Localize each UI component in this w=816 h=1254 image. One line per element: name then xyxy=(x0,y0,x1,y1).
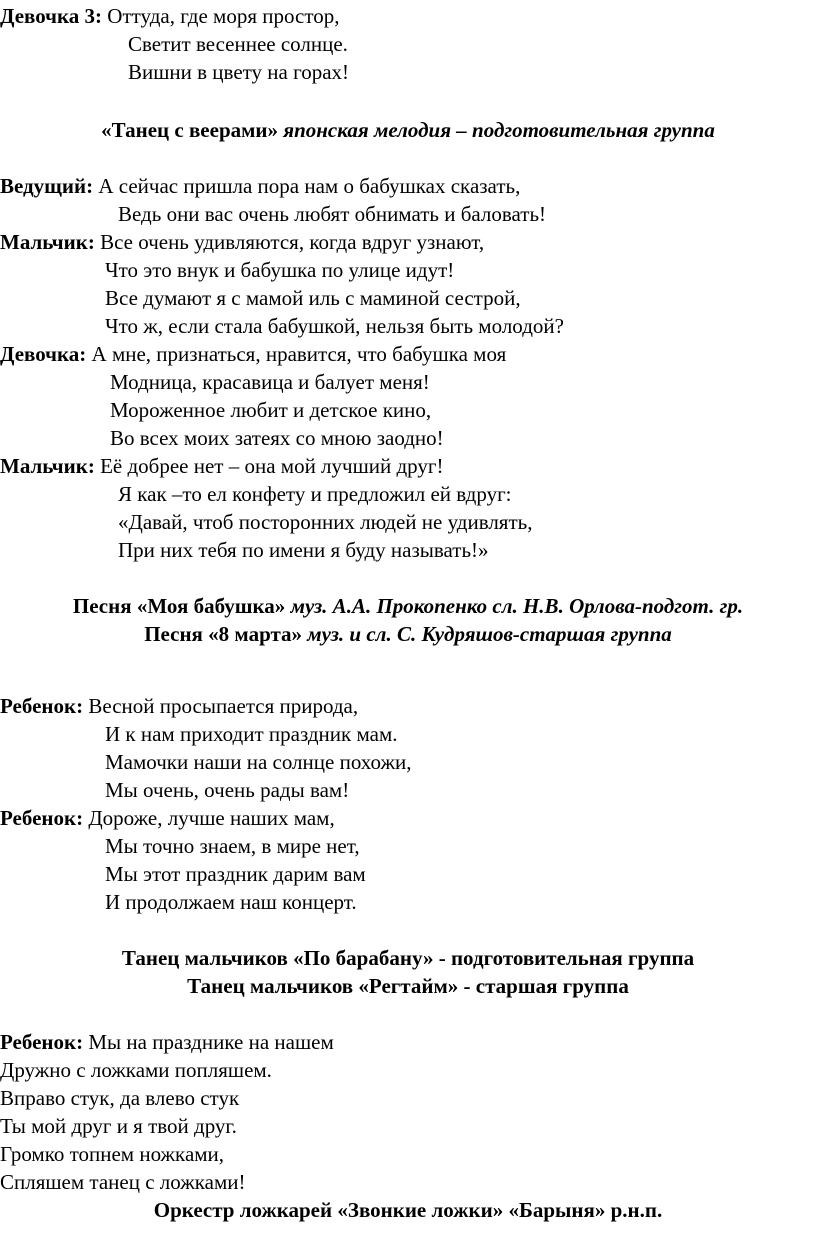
verse-line xyxy=(0,172,520,200)
verse-line: Модница, красавица и балует меня! xyxy=(110,370,430,394)
heading-title: Песня «8 марта» xyxy=(144,622,303,646)
speaker-label: Ребенок: xyxy=(0,806,84,830)
verse-line: Светит весеннее солнце. xyxy=(128,32,348,56)
verse-line: Громко топнем ножками, xyxy=(0,1142,225,1166)
heading-detail: японская мелодия – подготовительная группа xyxy=(283,118,715,142)
verse-line: Дружно с ложками попляшем. xyxy=(0,1058,272,1082)
verse-line xyxy=(0,804,335,832)
verse-line: При них тебя по имени я буду называть!» xyxy=(118,538,489,562)
speaker-label: Мальчик: xyxy=(0,230,95,254)
section-heading: Оркестр ложкарей «Звонкие ложки» «Барыня» р.н.п. xyxy=(153,1198,663,1222)
verse-text: А мне, признаться, нравится, что бабушка моя xyxy=(91,342,507,366)
heading-detail: муз. А.А. Прокопенко сл. Н.В. Орлова-подгот. гр. xyxy=(290,594,744,618)
section-heading: Танец мальчиков «Регтайм» - старшая группа xyxy=(187,974,629,998)
verse-line: И продолжаем наш концерт. xyxy=(105,890,357,914)
verse-text: Все очень удивляются, когда вдруг узнают, xyxy=(100,230,485,254)
verse-text: Мы на празднике на нашем xyxy=(88,1030,334,1054)
verse-line xyxy=(0,228,484,256)
verse-text: Оттуда, где моря простор, xyxy=(107,4,340,28)
verse-line: Мамочки наши на солнце похожи, xyxy=(105,750,412,774)
speaker-label: Девочка: xyxy=(0,342,87,366)
verse-line xyxy=(0,340,506,368)
section-heading xyxy=(0,116,816,144)
verse-line: Ведь они вас очень любят обнимать и баловать! xyxy=(118,202,547,226)
verse-text: Её добрее нет – она мой лучший друг! xyxy=(100,454,444,478)
heading-title: «Танец с веерами» xyxy=(101,118,279,142)
verse-line: Все думают я с мамой иль с маминой сестрой, xyxy=(105,286,521,310)
heading-detail: муз. и сл. С. Кудряшов-старшая группа xyxy=(307,622,672,646)
speaker-label: Девочка 3: xyxy=(0,4,103,28)
verse-line xyxy=(0,1028,334,1056)
section-heading xyxy=(0,620,816,648)
verse-line: Я как –то ел конфету и предложил ей вдруг: xyxy=(118,482,512,506)
verse-text: А сейчас пришла пора нам о бабушках сказать, xyxy=(98,174,521,198)
verse-text: Весной просыпается природа, xyxy=(88,694,359,718)
verse-line: «Давай, чтоб посторонних людей не удивлять, xyxy=(118,510,533,534)
verse-line xyxy=(0,2,339,30)
speaker-label: Ведущий: xyxy=(0,174,94,198)
verse-line: И к нам приходит праздник мам. xyxy=(105,722,398,746)
verse-line: Что ж, если стала бабушкой, нельзя быть молодой? xyxy=(105,314,564,338)
verse-line: Мы точно знаем, в мире нет, xyxy=(105,834,360,858)
verse-line xyxy=(0,452,444,480)
verse-text: Дороже, лучше наших мам, xyxy=(88,806,335,830)
verse-line: Мы этот праздник дарим вам xyxy=(105,862,366,886)
verse-line: Мы очень, очень рады вам! xyxy=(105,778,350,802)
verse-line: Во всех моих затеях со мною заодно! xyxy=(110,426,444,450)
verse-line: Спляшем танец с ложками! xyxy=(0,1170,246,1194)
verse-line: Мороженное любит и детское кино, xyxy=(110,398,432,422)
verse-line: Что это внук и бабушка по улице идут! xyxy=(105,258,455,282)
verse-line xyxy=(0,692,358,720)
speaker-label: Ребенок: xyxy=(0,694,84,718)
verse-line: Вишни в цвету на горах! xyxy=(128,60,350,84)
verse-line: Вправо стук, да влево стук xyxy=(0,1086,240,1110)
speaker-label: Мальчик: xyxy=(0,454,95,478)
section-heading xyxy=(0,592,816,620)
heading-title: Песня «Моя бабушка» xyxy=(72,594,286,618)
section-heading: Танец мальчиков «По барабану» - подготовительная группа xyxy=(121,946,695,970)
verse-line: Ты мой друг и я твой друг. xyxy=(0,1114,237,1138)
speaker-label: Ребенок: xyxy=(0,1030,84,1054)
